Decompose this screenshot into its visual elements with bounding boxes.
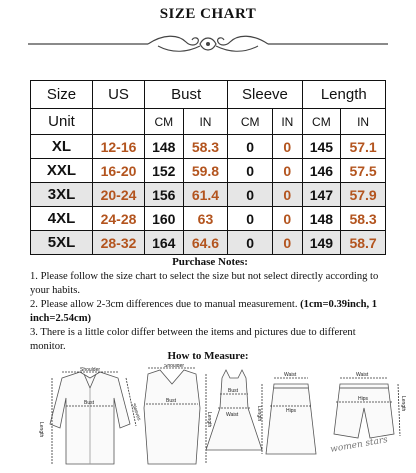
table-header-row bbox=[31, 81, 386, 109]
label-shoulder-1: Shoulder bbox=[80, 367, 101, 373]
ornamental-divider bbox=[28, 30, 388, 58]
row-sleeve-cm: 0 bbox=[228, 183, 273, 207]
row-size: 4XL bbox=[31, 207, 93, 231]
row-bust-in: 63 bbox=[183, 207, 228, 231]
row-sleeve-in: 0 bbox=[273, 207, 303, 231]
row-size: XL bbox=[31, 135, 93, 159]
row-sleeve-cm: 0 bbox=[228, 207, 273, 231]
row-sleeve-cm: 0 bbox=[228, 231, 273, 255]
row-length-in: 57.9 bbox=[341, 183, 386, 207]
label-waist-5: Waist bbox=[356, 372, 369, 378]
row-length-cm: 147 bbox=[302, 183, 341, 207]
table-row bbox=[31, 183, 386, 207]
row-bust-in: 61.4 bbox=[183, 183, 228, 207]
note-2-text: 2. Please allow 2-3cm differences due to manual measurement. bbox=[30, 299, 301, 310]
row-us: 28-32 bbox=[93, 231, 145, 255]
row-sleeve-in: 0 bbox=[273, 183, 303, 207]
size-chart-table bbox=[30, 80, 386, 255]
row-length-cm: 146 bbox=[302, 159, 341, 183]
table-row bbox=[31, 135, 386, 159]
row-bust-cm: 164 bbox=[145, 231, 184, 255]
label-waist-3: Waist bbox=[226, 412, 239, 418]
row-size: 5XL bbox=[31, 231, 93, 255]
row-sleeve-cm: 0 bbox=[228, 159, 273, 183]
table-row bbox=[31, 207, 386, 231]
skirt-diagram bbox=[262, 378, 316, 454]
row-bust-in: 58.3 bbox=[183, 135, 228, 159]
row-bust-cm: 160 bbox=[145, 207, 184, 231]
unit-bust-in: IN bbox=[183, 109, 228, 135]
header-size: Size bbox=[31, 81, 93, 109]
label-length-4: Length bbox=[256, 406, 262, 422]
row-length-in: 57.1 bbox=[341, 135, 386, 159]
table-row bbox=[31, 231, 386, 255]
note-2 bbox=[30, 298, 390, 326]
unit-sleeve-in: IN bbox=[273, 109, 303, 135]
how-to-measure-heading: How to Measure: bbox=[167, 350, 249, 362]
row-length-cm: 148 bbox=[302, 207, 341, 231]
label-bust-2: Bust bbox=[166, 398, 177, 404]
row-length-in: 58.3 bbox=[341, 207, 386, 231]
notes-heading: Purchase Notes: bbox=[172, 256, 248, 268]
row-bust-cm: 152 bbox=[145, 159, 184, 183]
label-hips-5: Hips bbox=[358, 396, 369, 402]
purchase-notes bbox=[30, 255, 390, 354]
row-bust-in: 64.6 bbox=[183, 231, 228, 255]
unit-us-empty bbox=[93, 109, 145, 135]
row-us: 24-28 bbox=[93, 207, 145, 231]
vest-diagram bbox=[144, 368, 206, 464]
row-us: 20-24 bbox=[93, 183, 145, 207]
header-sleeve: Sleeve bbox=[228, 81, 302, 109]
note-1: 1. Please follow the size chart to select the size but not select directly according to your habits. bbox=[30, 271, 379, 296]
note-2-conversion: (1cm=0.39inch, 1 inch=2.54cm) bbox=[30, 299, 378, 324]
row-us: 16-20 bbox=[93, 159, 145, 183]
unit-label: Unit bbox=[31, 109, 93, 135]
unit-length-cm: CM bbox=[302, 109, 341, 135]
table-unit-row bbox=[31, 109, 386, 135]
row-length-in: 57.5 bbox=[341, 159, 386, 183]
row-size: XXL bbox=[31, 159, 93, 183]
row-sleeve-in: 0 bbox=[273, 135, 303, 159]
row-bust-cm: 148 bbox=[145, 135, 184, 159]
unit-sleeve-cm: CM bbox=[228, 109, 273, 135]
header-us: US bbox=[93, 81, 145, 109]
table-row bbox=[31, 159, 386, 183]
row-bust-cm: 156 bbox=[145, 183, 184, 207]
watermark: women stars bbox=[329, 435, 389, 455]
blouse-diagram bbox=[50, 372, 136, 464]
row-size: 3XL bbox=[31, 183, 93, 207]
row-sleeve-in: 0 bbox=[273, 159, 303, 183]
unit-length-in: IN bbox=[341, 109, 386, 135]
label-hips-4: Hips bbox=[286, 408, 297, 414]
label-length-1: Length bbox=[38, 422, 44, 438]
header-length: Length bbox=[302, 81, 385, 109]
row-sleeve-in: 0 bbox=[273, 231, 303, 255]
shorts-diagram bbox=[334, 378, 400, 438]
label-length-5: Length bbox=[400, 396, 406, 412]
row-length-cm: 145 bbox=[302, 135, 341, 159]
label-waist-4: Waist bbox=[284, 372, 297, 378]
dress-diagram bbox=[206, 370, 262, 450]
measurement-diagrams bbox=[0, 364, 416, 473]
label-bust-3: Bust bbox=[228, 388, 239, 394]
note-3: 3. There is a little color differ between the items and pictures due to different monitor. bbox=[30, 327, 356, 352]
row-length-in: 58.7 bbox=[341, 231, 386, 255]
page-title: SIZE CHART bbox=[159, 6, 257, 22]
row-sleeve-cm: 0 bbox=[228, 135, 273, 159]
unit-bust-cm: CM bbox=[145, 109, 184, 135]
header-bust: Bust bbox=[145, 81, 228, 109]
label-bust-1: Bust bbox=[84, 400, 95, 406]
label-length-2: Length bbox=[206, 412, 212, 428]
row-bust-in: 59.8 bbox=[183, 159, 228, 183]
row-us: 12-16 bbox=[93, 135, 145, 159]
label-sleeves-1: Sleeves bbox=[130, 402, 142, 422]
row-length-cm: 149 bbox=[302, 231, 341, 255]
label-shoulder-2: Shoulder bbox=[164, 364, 185, 369]
